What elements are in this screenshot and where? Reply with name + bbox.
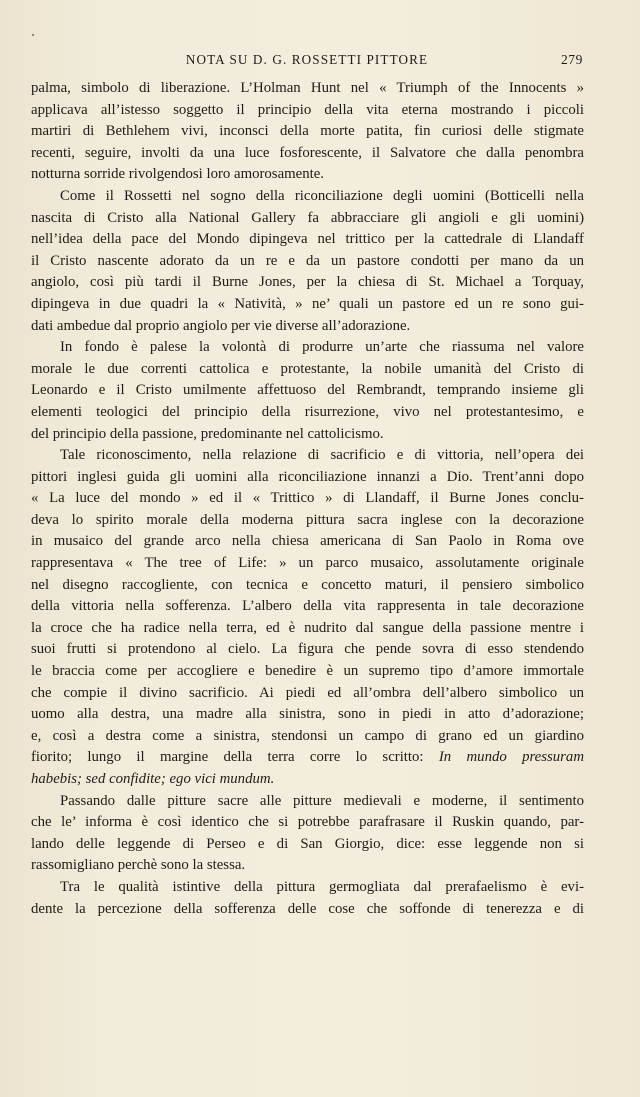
paragraph <box>31 445 584 791</box>
text-line: applicava all’istesso soggetto il principio della vita eterna mostrando i piccoli <box>31 101 584 118</box>
text-line: la croce che ha radice nella terra, ed è nudrito dal sangue della passione mentre i <box>31 619 584 636</box>
text-line: nascita di Cristo alla National Gallery fa abbracciare gli angioli e gli uomini) <box>31 209 584 226</box>
text-line: della vittoria nella sofferenza. L’albero della vita rappresenta in tale decorazione <box>31 598 584 615</box>
text-line: dente la percezione della sofferenza delle cose che soffonde di tenerezza e di <box>31 900 584 917</box>
text-line: angiolo, così più tardi il Burne Jones, per la chiesa di St. Michael a Torquay, <box>31 274 584 291</box>
latin-quotation-continued: habebis; sed confidite; ego vici mundum. <box>31 771 275 787</box>
text-line: notturna sorride rivolgendosi loro amorosamente. <box>31 166 324 183</box>
text-line: In fondo è palese la volontà di produrre un’arte che riassuma nel valore <box>60 339 584 356</box>
text-line: lando delle leggende di Perseo e di San Giorgio, dice: esse leggende non si <box>31 835 584 852</box>
paragraph <box>31 186 584 337</box>
text-line: rappresentava « The tree of Life: » un parco musaico, assolutamente originale <box>31 555 584 572</box>
text-line: il Cristo nascente adorato da un re e da un pastore condotti per mano da un <box>31 252 584 269</box>
text-line: dipingeva in due quadri la « Natività, » ne’ quali un pastore ed un re sono gui- <box>31 295 584 312</box>
text-line: che compie il divino sacrificio. Ai piedi ed all’ombra dell’albero simbolico un <box>31 684 584 701</box>
text-line: Leonardo e il Cristo umilmente affettuoso del Rembrandt, temprando insieme gli <box>31 382 584 399</box>
paragraph <box>31 791 584 877</box>
text-line: « La luce del mondo » ed il « Trittico » di Llandaff, il Burne Jones conclu- <box>31 490 584 507</box>
text-line-segment: fiorito; lungo il margine della terra corre lo scritto: <box>31 749 424 766</box>
paragraph <box>31 337 584 445</box>
text-line: palma, simbolo di liberazione. L’Holman Hunt nel « Triumph of the Innocents » <box>31 80 584 96</box>
text-line: uomo alla destra, una madre alla sinistra, sono in piedi in atto d’adorazione; <box>31 706 584 723</box>
text-line: Tra le qualità istintive della pittura germogliata dal prerafaelismo è evi- <box>60 878 584 895</box>
running-head <box>31 52 583 72</box>
text-line: morale le due correnti cattolica e protestante, la nobile umanità del Cristo di <box>31 360 584 377</box>
text-line: che le’ informa è così identico che si potrebbe parafrasare il Ruskin quando, par- <box>31 814 584 831</box>
text-line: rassomigliano perchè sono la stessa. <box>31 857 246 874</box>
text-line: deva lo spirito morale della moderna pittura sacra inglese con la decorazione <box>31 511 584 528</box>
text-line: del principio della passione, predominante nel cattolicismo. <box>31 425 384 442</box>
text-line: Come il Rossetti nel sogno della riconciliazione degli uomini (Botticelli nella <box>60 187 584 204</box>
text-line: pittori inglesi guida gli uomini alla riconciliazione innanzi a Dio. Trent’anni dopo <box>31 468 584 485</box>
paragraph <box>31 877 584 920</box>
latin-quotation: In mundo pressuram <box>438 749 584 766</box>
text-line: Passando dalle pitture sacre alle pitture medievali e moderne, il sentimento <box>60 792 584 809</box>
paragraph <box>31 78 584 186</box>
text-line: e, così a destra come a sinistra, stendonsi un campo di grano ed un giardino <box>31 727 584 744</box>
text-line: le braccia come per accogliere e benedire è un supremo tipo d’amore immortale <box>31 663 584 680</box>
text-line: suoi frutti si protendono al cielo. La figura che pende sovra di esso stendendo <box>31 641 584 658</box>
text-line: nel disegno raccogliente, con tecnica e concetto maturi, il pensiero simbolico <box>31 576 584 593</box>
text-line: elementi teologici del principio della risurrezione, vivo nel protestantesimo, e <box>31 403 584 420</box>
text-line: dati ambedue dal proprio angiolo per vie diverse all’adorazione. <box>31 317 411 334</box>
text-line <box>31 769 584 791</box>
page-number: 279 <box>560 52 583 67</box>
text-line <box>31 747 584 769</box>
text-line: Tale riconoscimento, nella relazione di sacrificio e di vittoria, nell’opera dei <box>60 447 584 464</box>
text-line: martiri di Bethlehem vivi, inconsci della morte patita, fin curiosi delle stigmate <box>31 123 584 140</box>
running-title: NOTA SU D. G. ROSSETTI PITTORE <box>185 52 429 67</box>
text-line: nell’idea della pace del Mondo dipingeva nel trittico per la cattedrale di Llandaff <box>31 231 584 248</box>
text-line: recenti, seguire, involti da una luce fosforescente, il Salvatore che dalla penombra <box>31 144 584 161</box>
text-line: in musaico del grande arco nella chiesa americana di San Paolo in Roma ove <box>31 533 584 550</box>
print-speck <box>32 34 34 36</box>
body-text <box>31 78 584 920</box>
